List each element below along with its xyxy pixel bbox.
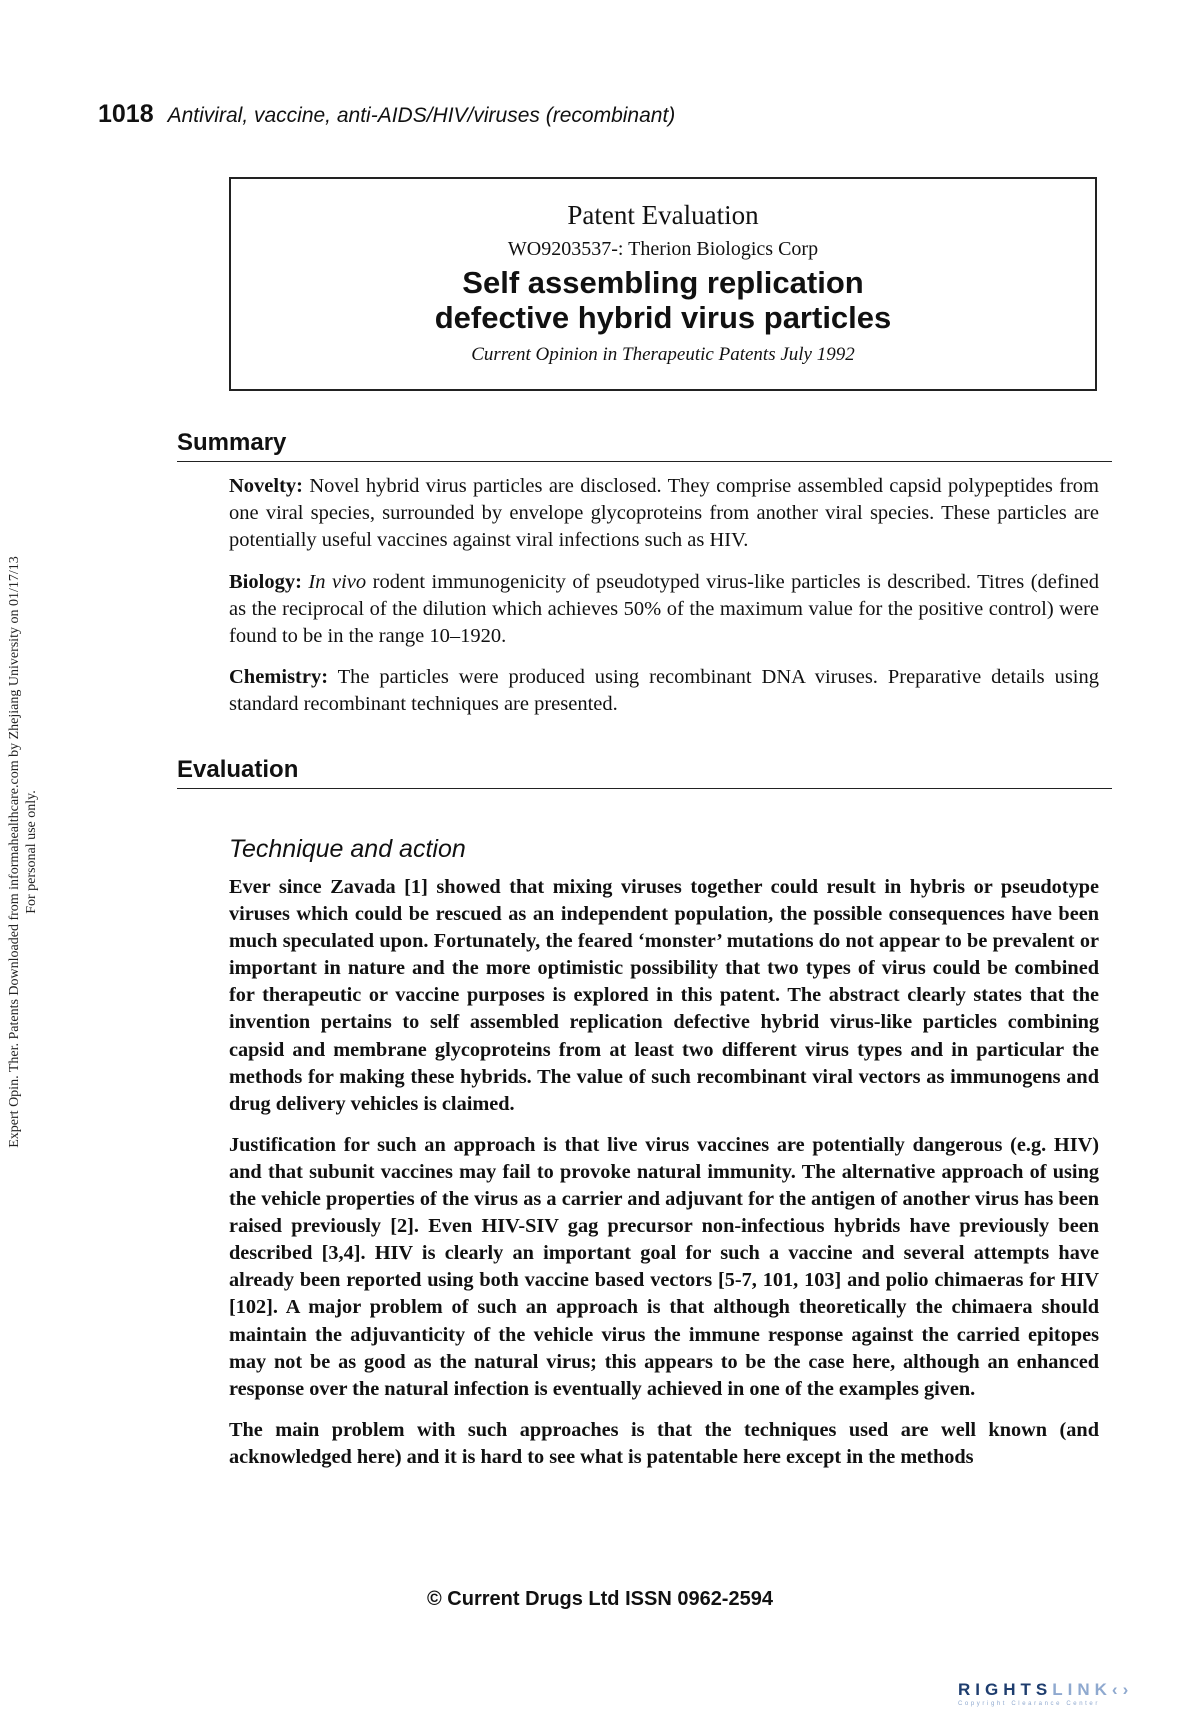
copyright-footer: © Current Drugs Ltd ISSN 0962-2594 (427, 1588, 773, 1610)
chemistry-text: The particles were produced using recombinant DNA viruses. Preparative details using standard recombinant techniques are presented. (229, 666, 1099, 716)
biology-paragraph (229, 569, 1099, 651)
margin-note-line-1: Expert Opin. Ther. Patents Downloaded from informahealthcare.com by Zhejiang University on 01/17/13 (7, 556, 22, 1148)
technique-subheading: Technique and action (229, 835, 466, 863)
box-heading: Patent Evaluation (567, 200, 759, 230)
rightslink-wordmark (958, 1680, 1158, 1700)
rightslink-arrow-icon: ‹› (1111, 1680, 1134, 1699)
download-margin-note (6, 472, 40, 1232)
chemistry-label: Chemistry: (229, 666, 329, 689)
journal-citation: Current Opinion in Therapeutic Patents July 1992 (471, 344, 855, 365)
evaluation-paragraph: Ever since Zavada [1] showed that mixing viruses together could result in hybris or pseudotype viruses which could be rescued as an independent population, the possible consequences have been much speculated upon. Fortunately, the feared ‘monster’ mutations do not appear to be prevalent or important in nature and the more optimistic possibility that two types of virus could be combined for therapeutic or vaccine purposes is explored in this patent. The abstract clearly states that the invention pertains to self assembled replication defective hybrid virus-like particles combining capsid and membrane glycoproteins from at least two different virus types and in particular the methods for making these hybrids. The value of such recombinant viral vectors as immunogens and drug delivery vehicles is claimed. (229, 876, 1099, 1115)
rightslink-tagline: Copyright Clearance Center (958, 1701, 1100, 1707)
running-head (98, 100, 675, 134)
rightslink-logo[interactable] (958, 1680, 1158, 1710)
novelty-text: Novel hybrid virus particles are disclosed. They comprise assembled capsid polypeptides from one viral species, surrounded by envelope glycoproteins from another viral species. These particles are potentially useful vaccines against viral infections such as HIV. (229, 475, 1099, 552)
running-head-section: Antiviral, vaccine, anti-AIDS/HIV/viruses (recombinant) (167, 104, 676, 127)
biology-in-vivo: In vivo (308, 570, 367, 593)
page-number: 1018 (98, 100, 154, 128)
novelty-label: Novelty: (229, 475, 304, 497)
patent-title-line-2: defective hybrid virus particles (434, 300, 892, 335)
patent-title-line-1: Self assembling replication (462, 265, 864, 300)
novelty-paragraph (229, 473, 1099, 555)
biology-text: rodent immunogenicity of pseudotyped virus-like particles is described. Titres (defined as the reciprocal of the dilution which achieves 50% of the maximum value for the positive control) were found to be in the range 10–1920. (229, 570, 1100, 648)
patent-id: WO9203537-: Therion Biologics Corp (507, 238, 819, 260)
patent-evaluation-box (229, 177, 1097, 391)
evaluation-paragraph: Justification for such an approach is that live virus vaccines are potentially dangerous (e.g. HIV) and that subunit vaccines may fail to provoke natural immunity. The alternative approach of using the vehicle properties of the virus as a carrier and adjuvant for the antigen of another virus has been raised previously [2]. Even HIV-SIV gag precursor non-infectious hybrids have previously been described [3,4]. HIV is clearly an important goal for such a vaccine and several attempts have already been reported using both vaccine based vectors [5-7, 101, 103] and polio chimaeras for HIV [102]. A major problem of such an approach is that although theoretically the chimaera should maintain the adjuvanticity of the vehicle virus the immune response against the carried epitopes may not be as good as the natural virus; this appears to be the case here, although an enhanced response over the natural infection is eventually achieved in one of the examples given. (229, 1133, 1099, 1400)
biology-label: Biology: (229, 570, 302, 593)
patent-title (231, 265, 1095, 335)
chemistry-paragraph (229, 664, 1099, 718)
evaluation-body (229, 874, 1099, 1485)
rightslink-light: LINK (1052, 1680, 1112, 1699)
margin-note-line-2: For personal use only. (24, 790, 39, 914)
summary-heading: Summary (177, 429, 1112, 462)
evaluation-heading: Evaluation (177, 756, 1112, 789)
evaluation-paragraph: The main problem with such approaches is that the techniques used are well known (and acknowledged here) and it is hard to see what is patentable here except in the methods (229, 1418, 1099, 1468)
rightslink-dark: RIGHTS (958, 1680, 1053, 1699)
summary-body (229, 473, 1099, 733)
